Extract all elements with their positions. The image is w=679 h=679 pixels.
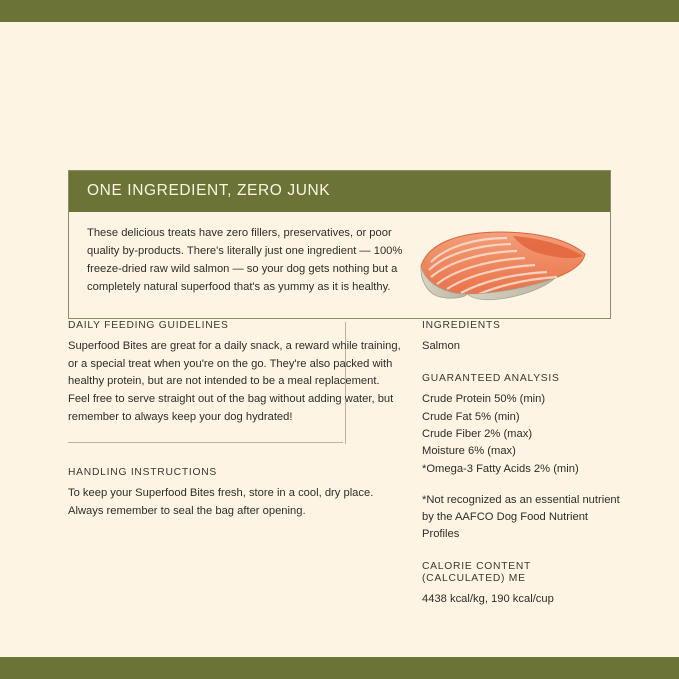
analysis-row: *Omega-3 Fatty Acids 2% (min) [422, 462, 579, 475]
analysis-row: Crude Fat 5% (min) [422, 410, 520, 423]
left-column [68, 320, 401, 521]
bottom-band [0, 657, 679, 679]
hero-title: ONE INGREDIENT, ZERO JUNK [69, 171, 610, 212]
ingredients-block [422, 320, 622, 355]
analysis-footnote: *Not recognized as an essential nutrient by the AAFCO Dog Food Nutrient Profiles [422, 494, 620, 540]
guaranteed-analysis-block [422, 373, 622, 542]
label-content [0, 22, 679, 657]
handling-instructions-block [68, 467, 401, 520]
hero-panel [68, 170, 611, 319]
analysis-row: Crude Protein 50% (min) [422, 393, 546, 406]
hero-body [69, 212, 610, 318]
top-band [0, 0, 679, 22]
feeding-guidelines-block [68, 320, 401, 426]
right-column [422, 320, 622, 608]
analysis-row: Moisture 6% (max) [422, 445, 516, 458]
calorie-content-heading-line2: (CALCULATED) ME [422, 572, 526, 584]
hero-image-container [409, 224, 596, 304]
handling-instructions-heading: HANDLING INSTRUCTIONS [68, 467, 218, 479]
calorie-content-value: 4438 kcal/kg, 190 kcal/cup [422, 592, 554, 605]
ingredients-heading: INGREDIENTS [422, 320, 501, 331]
spacer [422, 478, 622, 492]
guaranteed-analysis-heading: GUARANTEED ANALYSIS [422, 373, 560, 385]
calorie-content-heading-line1: CALORIE CONTENT [422, 560, 532, 572]
calorie-content-block [422, 561, 622, 608]
feeding-guidelines-text: Superfood Bites are great for a daily snack, a reward while training, or a special treat when you're on the go. They're also packed with healthy protein, but are not intended to be a meal replacement. Feel free to serve straight out of the bag without adding water, but remember to always keep your dog hydrated! [68, 340, 401, 423]
salmon-fillet-icon [415, 226, 590, 304]
spacer [422, 543, 622, 561]
analysis-row: Crude Fiber 2% (max) [422, 428, 533, 441]
hero-paragraph: These delicious treats have zero fillers, preservatives, or poor quality by-products. There's literally just one ingredient — 100% freeze-dried raw wild salmon — so your dog gets nothing but a completely natural superfood that's as yummy as it is healthy. [87, 227, 403, 294]
handling-instructions-text: To keep your Superfood Bites fresh, store in a cool, dry place. Always remember to seal the bag after opening. [68, 487, 374, 518]
ingredients-value: Salmon [422, 340, 460, 352]
feeding-guidelines-heading: DAILY FEEDING GUIDELINES [68, 320, 229, 331]
spacer [422, 355, 622, 373]
